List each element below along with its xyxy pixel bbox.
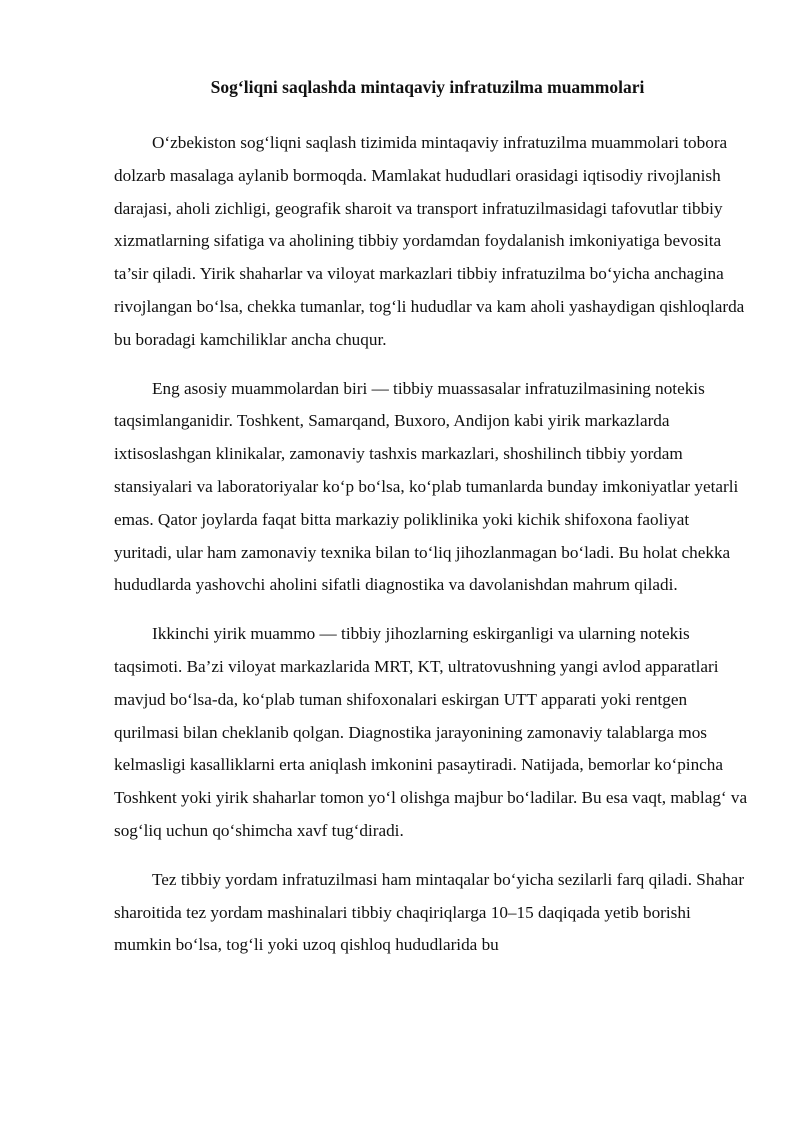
document-title: Sog‘liqni saqlashda mintaqaviy infratuzilma muammolari: [210, 77, 645, 97]
paragraph-4: Tez tibbiy yordam infratuzilmasi ham mintaqalar bo‘yicha sezilarli farq qiladi. Shahar sharoitida tez yordam mashinalari tibbiy chaqiriqlarga 10–15 daqiqada yetib borishi mumkin bo‘lsa, tog‘li yoki uzoq qishloq hududlarida bu: [114, 869, 745, 955]
document-body: [114, 127, 748, 978]
paragraph-3: Ikkinchi yirik muammo — tibbiy jihozlarning eskirganligi va ularning notekis taqsimoti. Ba’zi viloyat markazlarida MRT, KT, ultratovushning yangi avlod apparatlari mavjud bo‘lsa-da, ko‘plab tuman shifoxonalari eskirgan UTT apparati yoki rentgen qurilmasi bilan cheklanib qolgan. Diagnostika jarayonining zamonaviy talablarga mos kelmasligi kasalliklarni erta aniqlash imkonini pasaytiradi. Natijada, bemorlar ko‘pincha Toshkent yoki yirik shaharlar tomon yo‘l olishga majbur bo‘ladilar. Bu esa vaqt, mablag‘ va sog‘liq uchun qo‘shimcha xavf tug‘diradi.: [114, 624, 748, 840]
paragraph-1: O‘zbekiston sog‘liqni saqlash tizimida mintaqaviy infratuzilma muammolari tobora dolzarb masalaga aylanib bormoqda. Mamlakat hududlari orasidagi iqtisodiy rivojlanish darajasi, aholi zichligi, geografik sharoit va transport infratuzilmasidagi tafovutlar tibbiy xizmatlarning sifatiga va aholining tibbiy yordamdan foydalanish imkoniyatiga bevosita ta’sir qiladi. Yirik shaharlar va viloyat markazlari tibbiy infratuzilma bo‘yicha anchagina rivojlangan bo‘lsa, chekka tumanlar, tog‘li hududlar va kam aholi yashaydigan qishloqlarda bu boradagi kamchiliklar ancha chuqur.: [114, 133, 745, 349]
paragraph-2: Eng asosiy muammolardan biri — tibbiy muassasalar infratuzilmasining notekis taqsimlanganidir. Toshkent, Samarqand, Buxoro, Andijon kabi yirik markazlarda ixtisoslashgan klinikalar, zamonaviy tashxis markazlari, shoshilinch tibbiy yordam stansiyalari va laboratoriyalar ko‘p bo‘lsa, ko‘plab tumanlarda bunday imkoniyatlar yetarli emas. Qator joylarda faqat bitta markaziy poliklinika yoki kichik shifoxona faoliyat yuritadi, ular ham zamonaviy texnika bilan to‘liq jihozlanmagan bo‘ladi. Bu holat chekka hududlarda yashovchi aholini sifatli diagnostika va davolanishdan mahrum qiladi.: [114, 378, 739, 595]
